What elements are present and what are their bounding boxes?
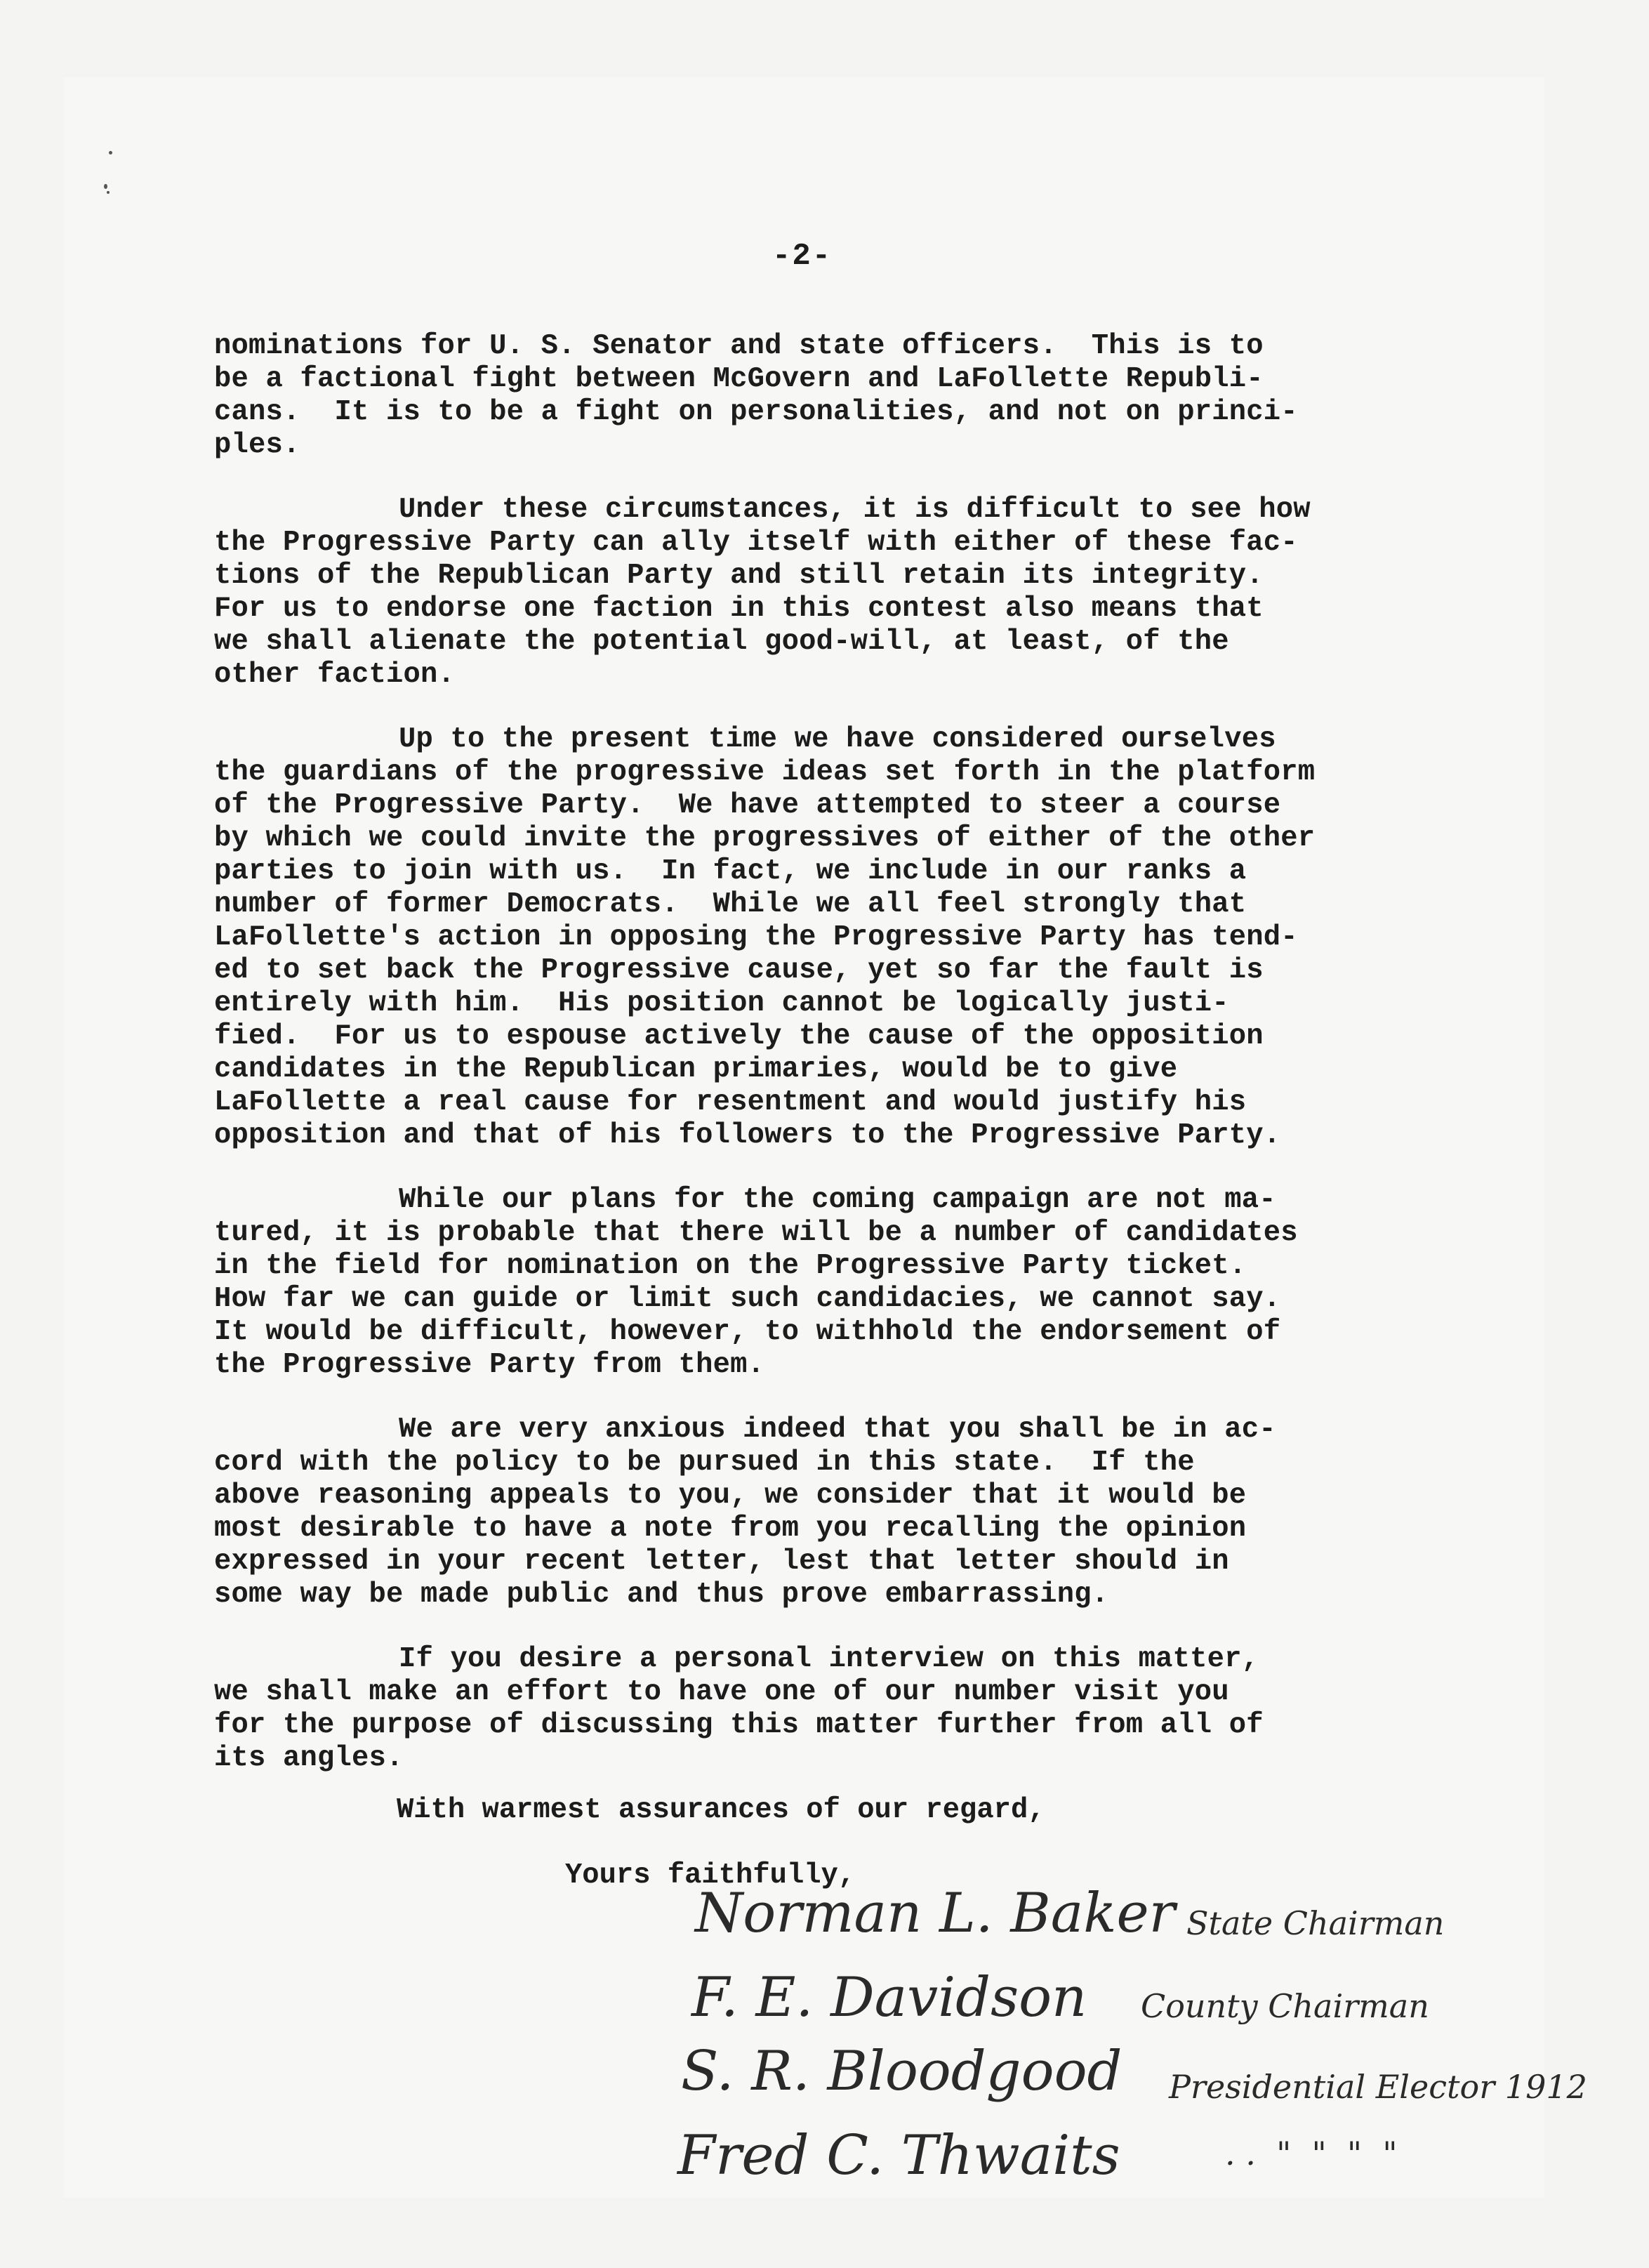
paragraph xyxy=(214,1184,1450,1382)
text-line: entirely with him. His position cannot be logically justi- xyxy=(214,987,1229,1020)
text-line: ples. xyxy=(214,429,300,461)
letter-body xyxy=(214,330,1450,1807)
margin-mark xyxy=(109,151,112,154)
text-line: the Progressive Party from them. xyxy=(214,1349,765,1381)
signature-name: F. E. Davidson xyxy=(691,1966,1087,2029)
text-line: in the field for nomination on the Progressive Party ticket. xyxy=(214,1250,1247,1282)
paragraph xyxy=(214,330,1450,462)
text-line: tured, it is probable that there will be a number of candidates xyxy=(214,1217,1298,1249)
text-line: If you desire a personal interview on this matter, xyxy=(399,1643,1259,1675)
signature-title: Presidential Elector 1912 xyxy=(1169,2068,1587,2106)
margin-mark xyxy=(104,184,107,189)
text-line: parties to join with us. In fact, we include in our ranks a xyxy=(214,855,1247,888)
text-line: For us to endorse one faction in this contest also means that xyxy=(214,593,1264,625)
text-line: the guardians of the progressive ideas set forth in the platform xyxy=(214,756,1316,789)
text-line: opposition and that of his followers to the Progressive Party. xyxy=(214,1119,1281,1152)
signature-title: . . " " " " xyxy=(1225,2135,1398,2173)
text-line: number of former Democrats. While we all feel strongly that xyxy=(214,888,1247,921)
text-line: Under these circumstances, it is difficult to see how xyxy=(399,494,1311,526)
text-line: be a factional fight between McGovern and LaFollette Republi- xyxy=(214,363,1264,395)
text-line: We are very anxious indeed that you shall be in ac- xyxy=(399,1413,1276,1446)
paragraph xyxy=(214,1413,1450,1611)
text-line: other faction. xyxy=(214,659,456,691)
text-line: cans. It is to be a fight on personalities, and not on princi- xyxy=(214,396,1298,428)
signature-title: State Chairman xyxy=(1186,1904,1445,1942)
paragraph xyxy=(214,723,1450,1152)
valediction: Yours faithfully, xyxy=(565,1859,856,1892)
text-line: we shall make an effort to have one of our number visit you xyxy=(214,1676,1229,1708)
page-number: -2- xyxy=(772,239,833,274)
text-line: How far we can guide or limit such candidacies, we cannot say. xyxy=(214,1283,1281,1315)
text-line: cord with the policy to be pursued in this state. If the xyxy=(214,1446,1195,1479)
text-line: candidates in the Republican primaries, would be to give xyxy=(214,1053,1178,1086)
text-line: we shall alienate the potential good-will, at least, of the xyxy=(214,626,1229,658)
paragraph xyxy=(214,1643,1450,1775)
text-line: for the purpose of discussing this matter further from all of xyxy=(214,1709,1264,1741)
text-line: It would be difficult, however, to withhold the endorsement of xyxy=(214,1316,1281,1348)
paragraph xyxy=(214,494,1450,692)
text-line: some way be made public and thus prove embarrassing. xyxy=(214,1578,1109,1611)
text-line: the Progressive Party can ally itself with either of these fac- xyxy=(214,527,1298,559)
text-line: LaFollette's action in opposing the Progressive Party has tend- xyxy=(214,921,1298,954)
closing-line: With warmest assurances of our regard, xyxy=(397,1794,1045,1826)
signature-name: Norman L. Baker xyxy=(695,1882,1175,1945)
text-line: fied. For us to espouse actively the cause of the opposition xyxy=(214,1020,1264,1053)
text-line: Up to the present time we have considered ourselves xyxy=(399,723,1276,756)
text-line: While our plans for the coming campaign are not ma- xyxy=(399,1184,1276,1216)
text-line: above reasoning appeals to you, we consider that it would be xyxy=(214,1479,1247,1512)
text-line: ed to set back the Progressive cause, yet so far the fault is xyxy=(214,954,1264,987)
text-line: tions of the Republican Party and still retain its integrity. xyxy=(214,560,1264,592)
text-line: by which we could invite the progressives of either of the other xyxy=(214,822,1316,855)
text-line: of the Progressive Party. We have attempted to steer a course xyxy=(214,789,1281,822)
text-line: most desirable to have a note from you recalling the opinion xyxy=(214,1512,1247,1545)
signature-name: Fred C. Thwaits xyxy=(677,2124,1120,2187)
signature-title: County Chairman xyxy=(1141,1987,1429,2025)
text-line: nominations for U. S. Senator and state officers. This is to xyxy=(214,330,1264,362)
signature-name: S. R. Bloodgood xyxy=(681,2040,1122,2103)
text-line: expressed in your recent letter, lest that letter should in xyxy=(214,1545,1229,1578)
text-line: its angles. xyxy=(214,1742,404,1774)
text-line: LaFollette a real cause for resentment and would justify his xyxy=(214,1086,1247,1119)
margin-mark xyxy=(107,191,110,194)
